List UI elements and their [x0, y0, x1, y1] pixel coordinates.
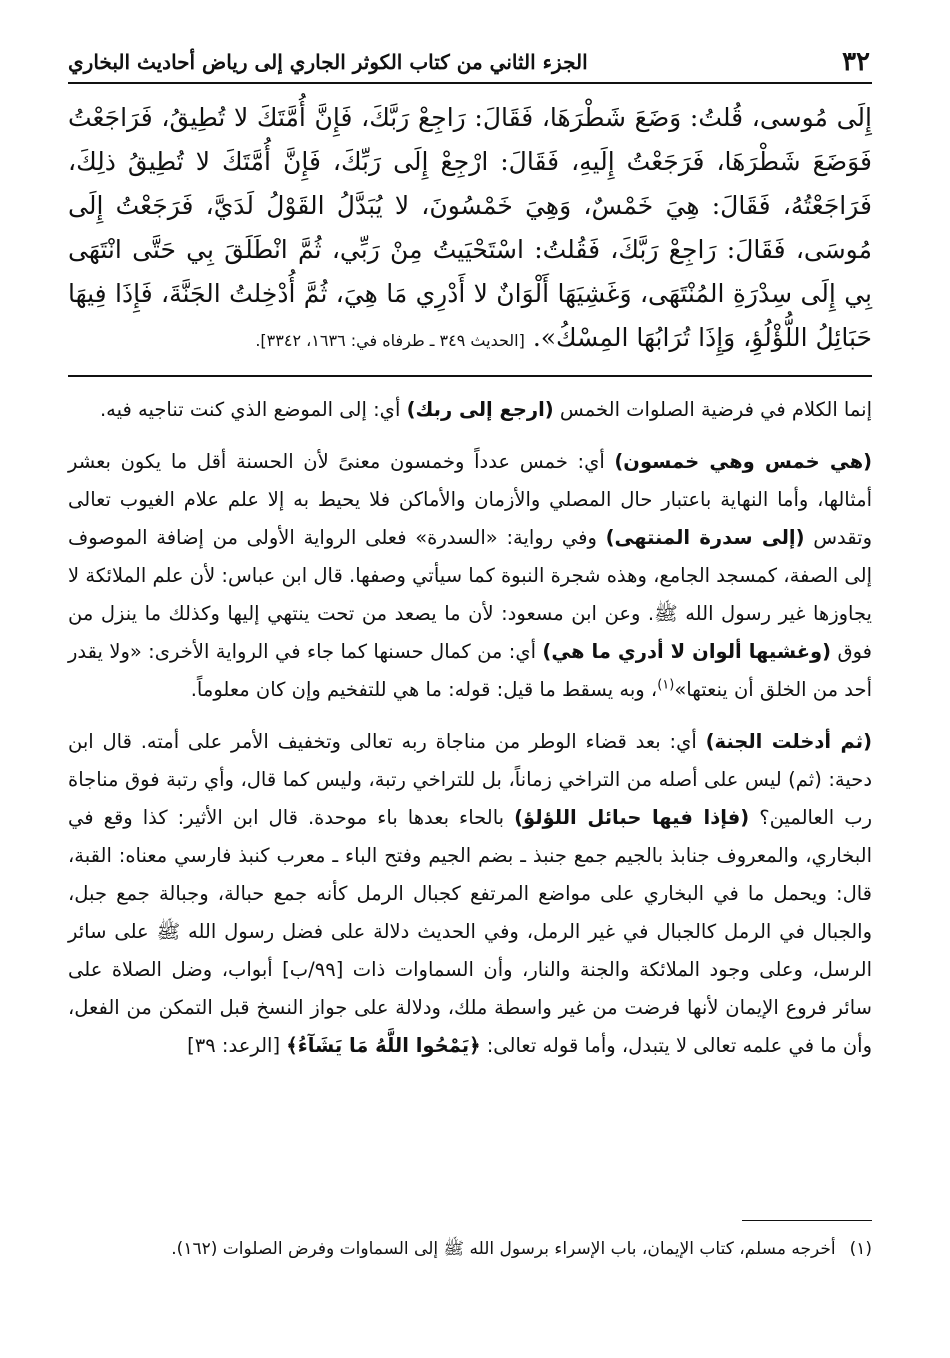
- commentary-text: أي: من كمال حسنها كما جاء في الرواية الأخرى: «ولا يقدر أحد من الخلق أن ينعتها»: [68, 640, 872, 701]
- commentary-paragraph-2: [68, 443, 872, 709]
- quoted-phrase: (ثم أدخلت الجنة): [705, 730, 872, 753]
- footnote-text: أخرجه مسلم، كتاب الإيمان، باب الإسراء برسول الله ﷺ إلى السماوات وفرض الصلوات (١٦٢).: [171, 1239, 836, 1259]
- running-title: الجزء الثاني من كتاب الكوثر الجاري إلى رياض أحاديث البخاري: [68, 50, 588, 74]
- commentary-text: وفي رواية: «السدرة» فعلى الرواية الأولى من إضافة الموصوف إلى الصفة، كمسجد الجامع، وهذه شجرة النبوة كما سيأتي وصفها. قال ابن عباس: لأن علم الملائكة لا يجاوزها غير رسول الله ﷺ. وعن ابن مسعود: لأن ما يصعد من تحت ينتهي إليها وكذلك ما ينزل من فوق: [68, 526, 872, 663]
- commentary-text: أي: بعد قضاء الوطر من مناجاة ربه تعالى وتخفيف الأمر على أمته. قال ابن دحية: (ثم) ليس على أصله من التراخي زماناً، بل للتراخي رتبة، وليس كما قال، وأي رتبة فوق مناجاة رب العالمين؟: [68, 730, 873, 829]
- hadith-text-block: [68, 96, 872, 363]
- section-divider: [68, 375, 872, 377]
- commentary-text: [الرعد: ٣٩]: [187, 1034, 287, 1057]
- commentary-paragraph-3: [68, 723, 872, 1065]
- book-page: [68, 38, 872, 1358]
- commentary-text: ، وبه يسقط ما قيل: قوله: ما هي للتفخيم وإن كان معلوماً.: [190, 678, 658, 701]
- quoted-phrase: (وغشيها ألوان لا أدري ما هي): [542, 640, 832, 663]
- quoted-phrase: (ارجع إلى ربك): [406, 398, 554, 421]
- hadith-text: إِلَى مُوسى، قُلتُ: وَضَعَ شَطْرَهَا، فَقَالَ: رَاجِعْ رَبَّكَ، فَإِنَّ أُمَّتَكَ لا تُطِيقُ، فَرَاجَعْتُ فَوَضَعَ شَطْرَهَا، فَرَجَعْتُ إِلَيهِ، فَقَالَ: ارْجِعْ إِلَى رَبِّكَ، فَإِنَّ أُمَّتَكَ لا تُطِيقُ ذلِكَ، فَرَاجَعْتُهُ، فَقَالَ: هِيَ خَمْسٌ، وَهِيَ خَمْسُونَ، لا يُبَدَّلُ القَوْلُ لَدَيَّ، فَرَجَعْتُ إِلَى مُوسَى، فَقَالَ: رَاجِعْ رَبَّكَ، فَقُلتُ: اسْتَحْيَيتُ مِنْ رَبِّي، ثُمَّ انْطَلَقَ بِي حَتَّى انْتَهَى بِي إِلَى سِدْرَةِ المُنْتَهَى، وَغَشِيَهَا أَلْوَانٌ لا أَدْرِي مَا هِيَ، ثُمَّ أُدْخِلتُ الجَنَّةَ، فَإِذَا فِيهَا حَبَائِلُ اللُّؤْلُؤِ، وَإِذَا تُرَابُهَا المِسْكُ».: [68, 103, 872, 352]
- hadith-reference: [الحديث ٣٤٩ ـ طرفاه في: ١٦٣٦، ٣٣٤٢].: [255, 331, 525, 350]
- commentary-text: أي: خمس عدداً وخمسون معنىً لأن الحسنة أقل ما يكون بعشر أمثالها، وأما النهاية باعتبار حال المصلي والأزمان والأماكن فلا يحيط به إلا علم علام الغيوب تعالى وتقدس: [68, 450, 872, 549]
- commentary-section: [68, 391, 872, 1065]
- footnote-divider: [742, 1220, 872, 1221]
- page-header: [68, 38, 872, 84]
- commentary-text: أي: إلى الموضع الذي كنت تناجيه فيه.: [99, 398, 407, 421]
- quran-quote: ﴿يَمْحُوا اللَّهُ مَا يَشَآءُ﴾: [286, 1034, 481, 1057]
- footnote-reference[interactable]: (١): [657, 677, 675, 693]
- commentary-text: إنما الكلام في فرضية الصلوات الخمس: [553, 398, 872, 421]
- footnote: [68, 1234, 872, 1264]
- quoted-phrase: (إلى سدرة المنتهى): [605, 526, 805, 549]
- commentary-paragraph-1: [68, 391, 872, 429]
- footnote-marker: (١): [849, 1239, 872, 1259]
- quoted-phrase: (هي خمس وهي خمسون): [614, 450, 873, 473]
- page-number: ٣٢: [842, 47, 870, 77]
- quoted-phrase: (فإذا فيها حبائل اللؤلؤ): [514, 806, 750, 829]
- commentary-text: بالحاء بعدها باء موحدة. قال ابن الأثير: كذا وقع في البخاري، والمعروف جنابذ بالجيم جمع جنبذ ـ بضم الجيم وفتح الباء ـ معرب كنبذ فارسي معناه: القبة، قال: ويحمل ما في البخاري على مواضع المرتفع كجبال الرمل كأنه جمع حبالة، وجبالة جمع جبل، والجبال في الرمل كالجبال في غير الرمل، وفي الحديث دلالة على فضل رسول الله ﷺ على سائر الرسل، وعلى وجود الملائكة والجنة والنار، وأن السماوات ذات [٩٩/ب] أبواب، وضل الصلاة على سائر فروع الإيمان لأنها فرضت من غير واسطة ملك، ودلالة على جواز النسخ قبل التمكن من الفعل، وأن ما في علمه تعالى لا يتبدل، وأما قوله تعالى:: [68, 806, 872, 1057]
